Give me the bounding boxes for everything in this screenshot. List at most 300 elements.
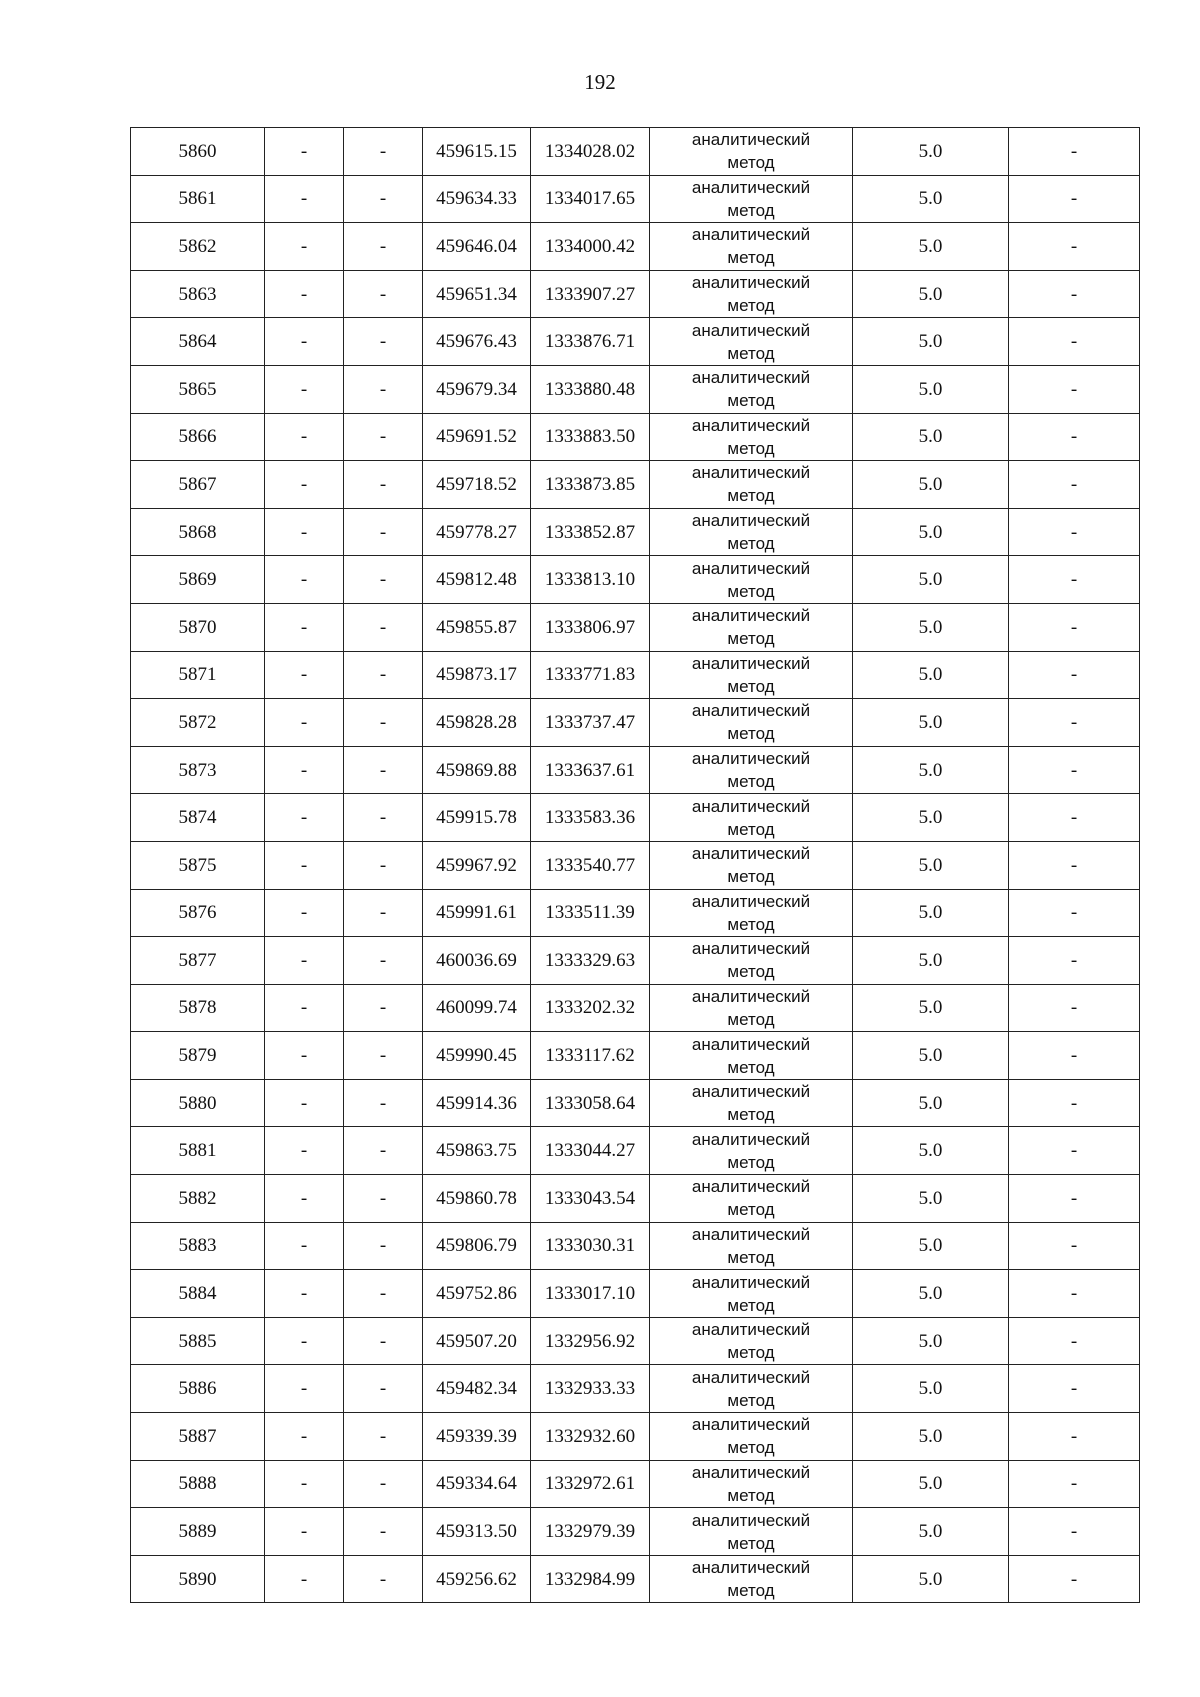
point-number-cell: 5883: [131, 1222, 265, 1270]
point-number-cell: 5873: [131, 746, 265, 794]
method-label-line: метод: [727, 534, 775, 554]
table-row: [131, 794, 1140, 842]
dash-cell: -: [1009, 651, 1140, 699]
method-cell: [650, 128, 853, 176]
method-label-line: аналитический: [691, 891, 811, 911]
method-cell: [650, 223, 853, 271]
point-number-cell: 5863: [131, 270, 265, 318]
method-cell: [650, 1460, 853, 1508]
method-cell: [650, 365, 853, 413]
y-coordinate-cell: 1333329.63: [531, 937, 650, 985]
point-number-cell: 5867: [131, 461, 265, 509]
method-label-line: аналитический: [691, 844, 811, 864]
method-cell: [650, 603, 853, 651]
accuracy-cell: 5.0: [853, 1460, 1009, 1508]
x-coordinate-cell: 459718.52: [423, 461, 531, 509]
point-number-cell: 5871: [131, 651, 265, 699]
table-row: [131, 1317, 1140, 1365]
method-cell: [650, 1079, 853, 1127]
x-coordinate-cell: 459339.39: [423, 1413, 531, 1461]
table-row: [131, 1079, 1140, 1127]
table-row: [131, 318, 1140, 366]
dash-cell: -: [1009, 413, 1140, 461]
method-label-line: аналитический: [691, 1082, 811, 1102]
accuracy-cell: 5.0: [853, 128, 1009, 176]
point-number-cell: 5866: [131, 413, 265, 461]
dash-cell: -: [265, 794, 344, 842]
dash-cell: -: [1009, 1317, 1140, 1365]
dash-cell: -: [1009, 1079, 1140, 1127]
dash-cell: -: [265, 984, 344, 1032]
x-coordinate-cell: 460036.69: [423, 937, 531, 985]
x-coordinate-cell: 459615.15: [423, 128, 531, 176]
method-label-line: метод: [727, 248, 775, 268]
accuracy-cell: 5.0: [853, 746, 1009, 794]
method-label-line: метод: [727, 296, 775, 316]
dash-cell: -: [1009, 175, 1140, 223]
table-row: [131, 1460, 1140, 1508]
method-label-line: аналитический: [691, 1510, 811, 1530]
table-row: [131, 889, 1140, 937]
method-cell: [650, 746, 853, 794]
x-coordinate-cell: 459967.92: [423, 841, 531, 889]
dash-cell: -: [265, 1270, 344, 1318]
accuracy-cell: 5.0: [853, 984, 1009, 1032]
accuracy-cell: 5.0: [853, 1222, 1009, 1270]
y-coordinate-cell: 1332932.60: [531, 1413, 650, 1461]
table-row: [131, 223, 1140, 271]
x-coordinate-cell: 459679.34: [423, 365, 531, 413]
dash-cell: -: [344, 1079, 423, 1127]
method-label-line: метод: [727, 581, 775, 601]
dash-cell: -: [265, 1555, 344, 1603]
point-number-cell: 5885: [131, 1317, 265, 1365]
dash-cell: -: [344, 746, 423, 794]
method-label-line: аналитический: [691, 225, 811, 245]
method-label-line: метод: [727, 1009, 775, 1029]
method-label-line: метод: [727, 1105, 775, 1125]
accuracy-cell: 5.0: [853, 1079, 1009, 1127]
method-label-line: аналитический: [691, 273, 811, 293]
table-row: [131, 1175, 1140, 1223]
dash-cell: -: [344, 1460, 423, 1508]
x-coordinate-cell: 459634.33: [423, 175, 531, 223]
method-cell: [650, 318, 853, 366]
dash-cell: -: [265, 937, 344, 985]
table-row: [131, 699, 1140, 747]
y-coordinate-cell: 1333117.62: [531, 1032, 650, 1080]
dash-cell: -: [344, 223, 423, 271]
dash-cell: -: [1009, 1222, 1140, 1270]
dash-cell: -: [344, 1032, 423, 1080]
point-number-cell: 5884: [131, 1270, 265, 1318]
method-cell: [650, 1175, 853, 1223]
y-coordinate-cell: 1333511.39: [531, 889, 650, 937]
method-label-line: метод: [727, 1295, 775, 1315]
method-label-line: аналитический: [691, 606, 811, 626]
method-cell: [650, 508, 853, 556]
y-coordinate-cell: 1333880.48: [531, 365, 650, 413]
x-coordinate-cell: 459752.86: [423, 1270, 531, 1318]
method-label-line: метод: [727, 200, 775, 220]
method-label-line: метод: [727, 1581, 775, 1601]
x-coordinate-cell: 459860.78: [423, 1175, 531, 1223]
dash-cell: -: [1009, 318, 1140, 366]
accuracy-cell: 5.0: [853, 841, 1009, 889]
accuracy-cell: 5.0: [853, 318, 1009, 366]
table-row: [131, 937, 1140, 985]
dash-cell: -: [1009, 270, 1140, 318]
method-label-line: метод: [727, 819, 775, 839]
dash-cell: -: [344, 1317, 423, 1365]
method-label-line: метод: [727, 724, 775, 744]
method-label-line: метод: [727, 438, 775, 458]
y-coordinate-cell: 1332933.33: [531, 1365, 650, 1413]
dash-cell: -: [344, 413, 423, 461]
method-label-line: аналитический: [691, 177, 811, 197]
accuracy-cell: 5.0: [853, 1032, 1009, 1080]
dash-cell: -: [265, 413, 344, 461]
method-label-line: метод: [727, 1438, 775, 1458]
method-label-line: аналитический: [691, 1462, 811, 1482]
method-cell: [650, 699, 853, 747]
dash-cell: -: [265, 223, 344, 271]
accuracy-cell: 5.0: [853, 1317, 1009, 1365]
y-coordinate-cell: 1333883.50: [531, 413, 650, 461]
x-coordinate-cell: 459990.45: [423, 1032, 531, 1080]
dash-cell: -: [265, 651, 344, 699]
point-number-cell: 5881: [131, 1127, 265, 1175]
x-coordinate-cell: 459313.50: [423, 1508, 531, 1556]
method-cell: [650, 413, 853, 461]
point-number-cell: 5872: [131, 699, 265, 747]
point-number-cell: 5889: [131, 1508, 265, 1556]
table-row: [131, 1365, 1140, 1413]
dash-cell: -: [1009, 1127, 1140, 1175]
method-cell: [650, 889, 853, 937]
y-coordinate-cell: 1334028.02: [531, 128, 650, 176]
method-label-line: метод: [727, 914, 775, 934]
dash-cell: -: [265, 1222, 344, 1270]
method-cell: [650, 1317, 853, 1365]
method-label-line: метод: [727, 772, 775, 792]
point-number-cell: 5860: [131, 128, 265, 176]
dash-cell: -: [1009, 984, 1140, 1032]
method-label-line: метод: [727, 391, 775, 411]
method-label-line: метод: [727, 486, 775, 506]
x-coordinate-cell: 459828.28: [423, 699, 531, 747]
y-coordinate-cell: 1333852.87: [531, 508, 650, 556]
y-coordinate-cell: 1333202.32: [531, 984, 650, 1032]
method-label-line: метод: [727, 1485, 775, 1505]
accuracy-cell: 5.0: [853, 1555, 1009, 1603]
table-row: [131, 508, 1140, 556]
dash-cell: -: [1009, 937, 1140, 985]
method-label-line: аналитический: [691, 558, 811, 578]
dash-cell: -: [344, 651, 423, 699]
dash-cell: -: [1009, 1555, 1140, 1603]
dash-cell: -: [1009, 461, 1140, 509]
x-coordinate-cell: 459651.34: [423, 270, 531, 318]
accuracy-cell: 5.0: [853, 699, 1009, 747]
x-coordinate-cell: 459778.27: [423, 508, 531, 556]
table-row: [131, 1127, 1140, 1175]
dash-cell: -: [265, 1317, 344, 1365]
table-row: [131, 746, 1140, 794]
point-number-cell: 5869: [131, 556, 265, 604]
dash-cell: -: [344, 318, 423, 366]
point-number-cell: 5862: [131, 223, 265, 271]
dash-cell: -: [344, 1365, 423, 1413]
y-coordinate-cell: 1333017.10: [531, 1270, 650, 1318]
y-coordinate-cell: 1334017.65: [531, 175, 650, 223]
method-label-line: аналитический: [691, 1034, 811, 1054]
method-cell: [650, 794, 853, 842]
method-label-line: аналитический: [691, 1272, 811, 1292]
method-cell: [650, 1508, 853, 1556]
dash-cell: -: [265, 603, 344, 651]
table-row: [131, 984, 1140, 1032]
x-coordinate-cell: 459812.48: [423, 556, 531, 604]
dash-cell: -: [265, 175, 344, 223]
dash-cell: -: [265, 508, 344, 556]
method-cell: [650, 270, 853, 318]
dash-cell: -: [265, 128, 344, 176]
dash-cell: -: [344, 841, 423, 889]
dash-cell: -: [344, 1175, 423, 1223]
point-number-cell: 5876: [131, 889, 265, 937]
y-coordinate-cell: 1333806.97: [531, 603, 650, 651]
dash-cell: -: [265, 461, 344, 509]
method-label-line: метод: [727, 1057, 775, 1077]
point-number-cell: 5861: [131, 175, 265, 223]
accuracy-cell: 5.0: [853, 1508, 1009, 1556]
dash-cell: -: [344, 794, 423, 842]
dash-cell: -: [265, 1127, 344, 1175]
method-cell: [650, 937, 853, 985]
x-coordinate-cell: 459482.34: [423, 1365, 531, 1413]
point-number-cell: 5878: [131, 984, 265, 1032]
y-coordinate-cell: 1334000.42: [531, 223, 650, 271]
dash-cell: -: [265, 746, 344, 794]
point-number-cell: 5864: [131, 318, 265, 366]
dash-cell: -: [344, 984, 423, 1032]
y-coordinate-cell: 1333043.54: [531, 1175, 650, 1223]
y-coordinate-cell: 1332972.61: [531, 1460, 650, 1508]
point-number-cell: 5882: [131, 1175, 265, 1223]
dash-cell: -: [265, 556, 344, 604]
y-coordinate-cell: 1333583.36: [531, 794, 650, 842]
dash-cell: -: [1009, 223, 1140, 271]
dash-cell: -: [265, 1032, 344, 1080]
dash-cell: -: [265, 841, 344, 889]
method-label-line: аналитический: [691, 1367, 811, 1387]
table-row: [131, 461, 1140, 509]
y-coordinate-cell: 1333540.77: [531, 841, 650, 889]
dash-cell: -: [1009, 1175, 1140, 1223]
method-label-line: аналитический: [691, 986, 811, 1006]
y-coordinate-cell: 1332956.92: [531, 1317, 650, 1365]
method-cell: [650, 1032, 853, 1080]
point-number-cell: 5890: [131, 1555, 265, 1603]
method-label-line: метод: [727, 676, 775, 696]
point-number-cell: 5874: [131, 794, 265, 842]
table-row: [131, 841, 1140, 889]
table-body: [131, 128, 1140, 1603]
x-coordinate-cell: 459855.87: [423, 603, 531, 651]
method-label-line: метод: [727, 1247, 775, 1267]
table-row: [131, 175, 1140, 223]
method-label-line: аналитический: [691, 939, 811, 959]
point-number-cell: 5877: [131, 937, 265, 985]
x-coordinate-cell: 459256.62: [423, 1555, 531, 1603]
method-label-line: аналитический: [691, 701, 811, 721]
table-row: [131, 1222, 1140, 1270]
method-cell: [650, 1365, 853, 1413]
y-coordinate-cell: 1333030.31: [531, 1222, 650, 1270]
method-label-line: метод: [727, 153, 775, 173]
point-number-cell: 5888: [131, 1460, 265, 1508]
table-row: [131, 1555, 1140, 1603]
method-label-line: аналитический: [691, 1415, 811, 1435]
dash-cell: -: [265, 318, 344, 366]
table-row: [131, 1270, 1140, 1318]
method-label-line: метод: [727, 1343, 775, 1363]
dash-cell: -: [344, 508, 423, 556]
x-coordinate-cell: 459334.64: [423, 1460, 531, 1508]
method-label-line: аналитический: [691, 415, 811, 435]
table-row: [131, 1508, 1140, 1556]
table-row: [131, 128, 1140, 176]
x-coordinate-cell: 459676.43: [423, 318, 531, 366]
dash-cell: -: [265, 889, 344, 937]
dash-cell: -: [1009, 603, 1140, 651]
x-coordinate-cell: 459806.79: [423, 1222, 531, 1270]
method-label-line: аналитический: [691, 1320, 811, 1340]
method-label-line: аналитический: [691, 1558, 811, 1578]
y-coordinate-cell: 1333637.61: [531, 746, 650, 794]
method-label-line: метод: [727, 867, 775, 887]
y-coordinate-cell: 1333907.27: [531, 270, 650, 318]
x-coordinate-cell: 459873.17: [423, 651, 531, 699]
accuracy-cell: 5.0: [853, 461, 1009, 509]
method-cell: [650, 1270, 853, 1318]
method-label-line: метод: [727, 1390, 775, 1410]
accuracy-cell: 5.0: [853, 270, 1009, 318]
dash-cell: -: [344, 1413, 423, 1461]
method-label-line: аналитический: [691, 796, 811, 816]
accuracy-cell: 5.0: [853, 603, 1009, 651]
table-row: [131, 556, 1140, 604]
dash-cell: -: [265, 1365, 344, 1413]
point-number-cell: 5880: [131, 1079, 265, 1127]
method-cell: [650, 841, 853, 889]
dash-cell: -: [1009, 1413, 1140, 1461]
method-label-line: аналитический: [691, 1129, 811, 1149]
table-row: [131, 1032, 1140, 1080]
x-coordinate-cell: 459863.75: [423, 1127, 531, 1175]
method-label-line: аналитический: [691, 463, 811, 483]
dash-cell: -: [1009, 841, 1140, 889]
accuracy-cell: 5.0: [853, 1175, 1009, 1223]
method-label-line: метод: [727, 1200, 775, 1220]
dash-cell: -: [344, 461, 423, 509]
dash-cell: -: [1009, 1460, 1140, 1508]
accuracy-cell: 5.0: [853, 651, 1009, 699]
method-label-line: аналитический: [691, 749, 811, 769]
y-coordinate-cell: 1333058.64: [531, 1079, 650, 1127]
point-number-cell: 5868: [131, 508, 265, 556]
accuracy-cell: 5.0: [853, 794, 1009, 842]
dash-cell: -: [344, 1127, 423, 1175]
method-label-line: метод: [727, 962, 775, 982]
dash-cell: -: [344, 937, 423, 985]
dash-cell: -: [1009, 556, 1140, 604]
x-coordinate-cell: 459914.36: [423, 1079, 531, 1127]
dash-cell: -: [344, 1222, 423, 1270]
dash-cell: -: [265, 1460, 344, 1508]
dash-cell: -: [265, 1508, 344, 1556]
dash-cell: -: [1009, 699, 1140, 747]
method-label-line: аналитический: [691, 1224, 811, 1244]
accuracy-cell: 5.0: [853, 1365, 1009, 1413]
method-cell: [650, 984, 853, 1032]
dash-cell: -: [344, 365, 423, 413]
table-row: [131, 651, 1140, 699]
y-coordinate-cell: 1332984.99: [531, 1555, 650, 1603]
dash-cell: -: [265, 699, 344, 747]
x-coordinate-cell: 459646.04: [423, 223, 531, 271]
table-row: [131, 603, 1140, 651]
accuracy-cell: 5.0: [853, 365, 1009, 413]
accuracy-cell: 5.0: [853, 508, 1009, 556]
dash-cell: -: [265, 270, 344, 318]
method-label-line: аналитический: [691, 1177, 811, 1197]
coordinates-table: [130, 127, 1140, 1603]
method-cell: [650, 1413, 853, 1461]
accuracy-cell: 5.0: [853, 556, 1009, 604]
x-coordinate-cell: 460099.74: [423, 984, 531, 1032]
dash-cell: -: [344, 889, 423, 937]
dash-cell: -: [344, 1508, 423, 1556]
x-coordinate-cell: 459991.61: [423, 889, 531, 937]
method-label-line: аналитический: [691, 130, 811, 150]
dash-cell: -: [344, 128, 423, 176]
y-coordinate-cell: 1333876.71: [531, 318, 650, 366]
method-cell: [650, 1127, 853, 1175]
x-coordinate-cell: 459691.52: [423, 413, 531, 461]
y-coordinate-cell: 1333044.27: [531, 1127, 650, 1175]
dash-cell: -: [1009, 1270, 1140, 1318]
y-coordinate-cell: 1333873.85: [531, 461, 650, 509]
dash-cell: -: [1009, 889, 1140, 937]
method-cell: [650, 175, 853, 223]
accuracy-cell: 5.0: [853, 175, 1009, 223]
accuracy-cell: 5.0: [853, 937, 1009, 985]
method-label-line: аналитический: [691, 320, 811, 340]
table-row: [131, 270, 1140, 318]
table-row: [131, 413, 1140, 461]
method-label-line: метод: [727, 1533, 775, 1553]
dash-cell: -: [1009, 1508, 1140, 1556]
point-number-cell: 5870: [131, 603, 265, 651]
dash-cell: -: [344, 175, 423, 223]
method-label-line: аналитический: [691, 653, 811, 673]
dash-cell: -: [1009, 1032, 1140, 1080]
dash-cell: -: [1009, 746, 1140, 794]
table-row: [131, 1413, 1140, 1461]
accuracy-cell: 5.0: [853, 223, 1009, 271]
